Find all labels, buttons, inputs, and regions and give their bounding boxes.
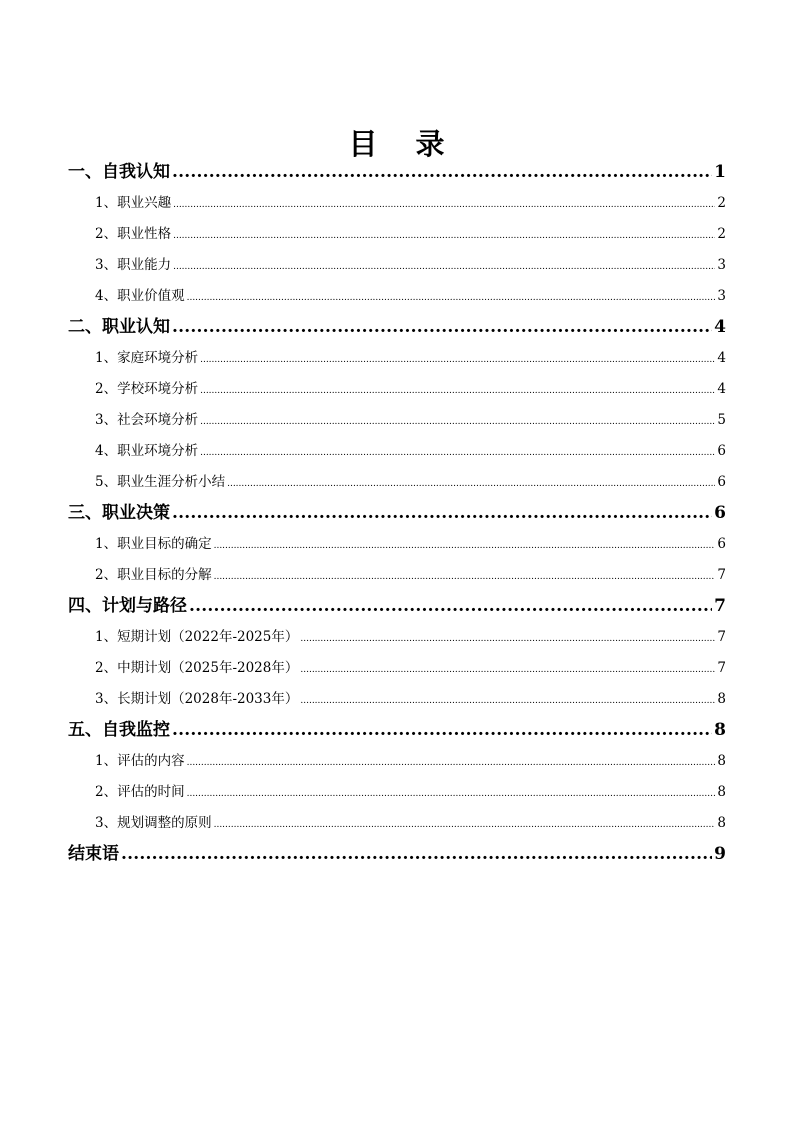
- toc-section-self-monitoring[interactable]: [68, 715, 726, 746]
- toc-item-career-personality[interactable]: [68, 219, 726, 250]
- dot-leader: [173, 219, 715, 252]
- toc-label: 五、自我监控: [68, 720, 170, 740]
- toc-label: 1、家庭环境分析: [95, 350, 199, 366]
- dot-leader: [227, 467, 715, 500]
- toc-item-mid-term-plan[interactable]: [68, 653, 726, 684]
- toc-label: 1、职业目标的确定: [95, 536, 212, 552]
- toc-item-career-values[interactable]: [68, 281, 726, 312]
- toc-label: 一、自我认知: [68, 162, 170, 182]
- dot-leader: [214, 529, 716, 562]
- toc-section-plan-and-path[interactable]: [68, 591, 726, 622]
- toc-page-number: 1: [714, 162, 726, 182]
- toc-label: 2、职业性格: [95, 226, 172, 242]
- dot-leader: [173, 250, 715, 283]
- dot-leader: [173, 188, 715, 221]
- toc-item-evaluation-time[interactable]: [68, 777, 726, 808]
- toc-label: 5、职业生涯分析小结: [95, 474, 226, 490]
- toc-page-number: 4: [717, 381, 726, 397]
- dot-leader: [172, 498, 712, 529]
- toc-item-career-summary[interactable]: [68, 467, 726, 498]
- toc-page-number: 7: [717, 629, 726, 645]
- dot-leader: [187, 777, 716, 810]
- toc-page-number: 9: [714, 844, 726, 864]
- toc-label: 1、评估的内容: [95, 753, 185, 769]
- toc-page-number: 7: [717, 567, 726, 583]
- dot-leader: [214, 808, 716, 841]
- toc-label: 结束语: [68, 844, 119, 864]
- dot-leader: [300, 653, 715, 686]
- toc-page-number: 5: [717, 412, 726, 428]
- dot-leader: [200, 343, 715, 376]
- dot-leader: [187, 281, 716, 314]
- dot-leader: [300, 684, 715, 717]
- toc-page-number: 2: [717, 195, 726, 211]
- toc-label: 3、职业能力: [95, 257, 172, 273]
- toc-item-school-environment[interactable]: [68, 374, 726, 405]
- toc-item-adjustment-principles[interactable]: [68, 808, 726, 839]
- toc-label: 三、职业决策: [68, 503, 170, 523]
- dot-leader: [189, 591, 712, 622]
- toc-page-number: 7: [717, 660, 726, 676]
- toc-label: 2、学校环境分析: [95, 381, 199, 397]
- toc-page-number: 8: [717, 691, 726, 707]
- toc-page-number: 6: [717, 474, 726, 490]
- toc-label: 3、规划调整的原则: [95, 815, 212, 831]
- toc-label: 2、评估的时间: [95, 784, 185, 800]
- dot-leader: [121, 839, 712, 870]
- toc-label: 1、职业兴趣: [95, 195, 172, 211]
- toc-section-career-decision[interactable]: [68, 498, 726, 529]
- toc-label: 2、职业目标的分解: [95, 567, 212, 583]
- dot-leader: [300, 622, 715, 655]
- toc-item-family-environment[interactable]: [68, 343, 726, 374]
- toc-item-goal-setting[interactable]: [68, 529, 726, 560]
- toc-page-number: 6: [717, 536, 726, 552]
- toc-section-career-cognition[interactable]: [68, 312, 726, 343]
- toc-item-social-environment[interactable]: [68, 405, 726, 436]
- toc-item-career-interest[interactable]: [68, 188, 726, 219]
- toc-label: 2、中期计划（2025年-2028年）: [95, 660, 299, 676]
- toc-item-short-term-plan[interactable]: [68, 622, 726, 653]
- toc-page-number: 2: [717, 226, 726, 242]
- toc-item-evaluation-content[interactable]: [68, 746, 726, 777]
- toc-item-career-ability[interactable]: [68, 250, 726, 281]
- toc-page-number: 8: [717, 784, 726, 800]
- dot-leader: [187, 746, 716, 779]
- page-title: 目 录: [348, 127, 459, 161]
- toc-item-career-environment[interactable]: [68, 436, 726, 467]
- toc-item-long-term-plan[interactable]: [68, 684, 726, 715]
- toc-label: 4、职业环境分析: [95, 443, 199, 459]
- toc-section-self-cognition[interactable]: [68, 157, 726, 188]
- toc-label: 3、长期计划（2028年-2033年）: [95, 691, 299, 707]
- toc-page-number: 8: [717, 815, 726, 831]
- toc-page-number: 8: [714, 720, 726, 740]
- dot-leader: [200, 374, 715, 407]
- toc-label: 3、社会环境分析: [95, 412, 199, 428]
- toc-label: 4、职业价值观: [95, 288, 185, 304]
- toc-label: 1、短期计划（2022年-2025年）: [95, 629, 299, 645]
- toc-section-conclusion[interactable]: [68, 839, 726, 870]
- toc-page-number: 3: [717, 288, 726, 304]
- dot-leader: [172, 157, 712, 188]
- toc-page-number: 8: [717, 753, 726, 769]
- dot-leader: [200, 436, 715, 469]
- dot-leader: [172, 715, 712, 746]
- toc-page-number: 4: [714, 317, 726, 337]
- dot-leader: [214, 560, 716, 593]
- toc-page-number: 4: [717, 350, 726, 366]
- toc-label: 二、职业认知: [68, 317, 170, 337]
- dot-leader: [172, 312, 712, 343]
- toc-page-number: 3: [717, 257, 726, 273]
- table-of-contents: [68, 157, 726, 870]
- toc-item-goal-breakdown[interactable]: [68, 560, 726, 591]
- toc-page-number: 6: [717, 443, 726, 459]
- toc-label: 四、计划与路径: [68, 596, 187, 616]
- dot-leader: [200, 405, 715, 438]
- toc-page-number: 7: [714, 596, 726, 616]
- toc-page-number: 6: [714, 503, 726, 523]
